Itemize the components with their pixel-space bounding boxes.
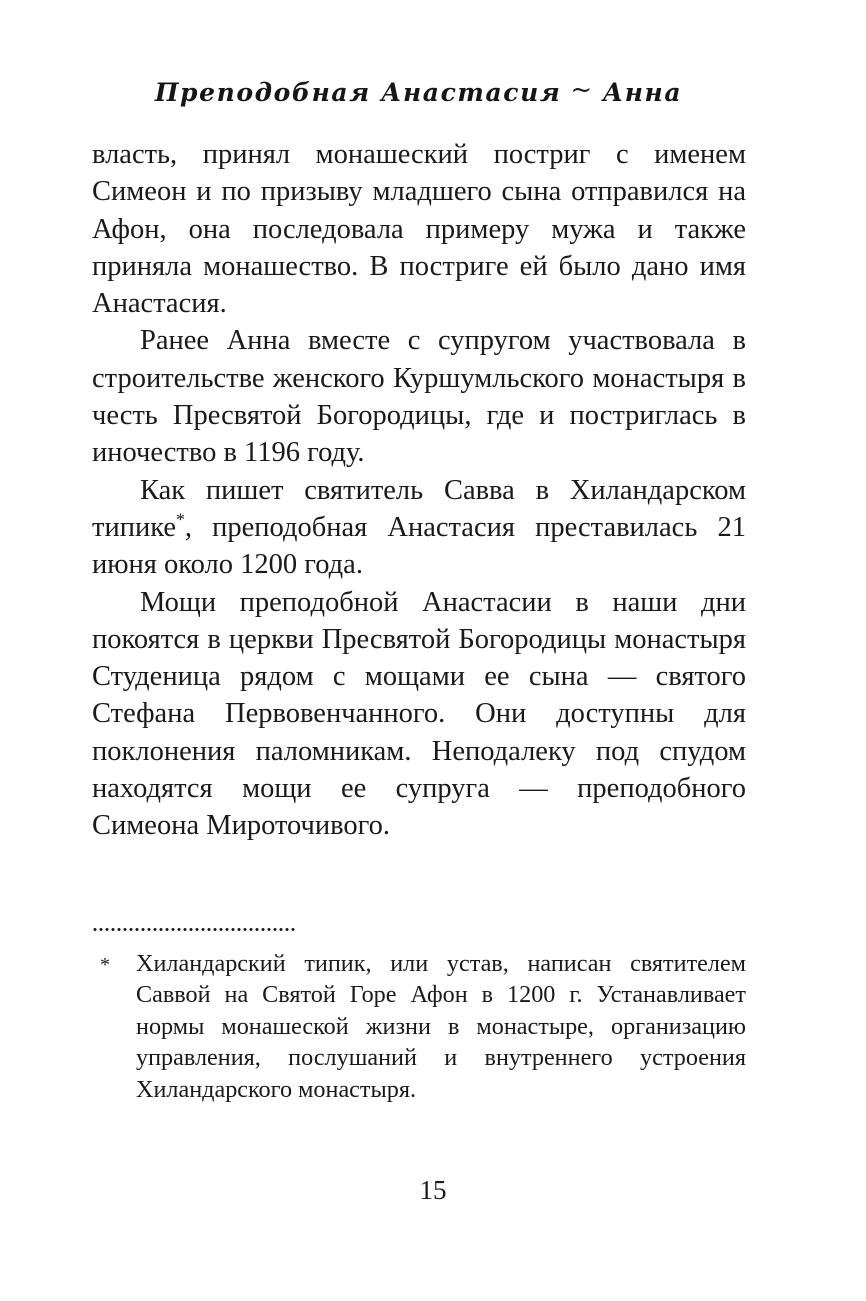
paragraph-3-text-after-footnote: , преподобная Анастасия преставилась 21 июня около 1200 года. [92,511,746,581]
paragraph-3 [92,472,746,584]
tilde-ornament-icon: ~ [570,75,594,105]
footnote-separator-rule [92,928,296,931]
footnote-area [92,928,746,1105]
running-head-left: Преподобная Анастасия [154,78,562,107]
footnote-marker: * [100,954,110,976]
running-head [92,75,745,108]
page-number: 15 [419,1175,447,1205]
footnote-entry [92,948,746,1105]
paragraph-4: Мощи преподобной Анастасии в наши дни покоятся в церкви Пресвятой Богородицы монастыря Студеница рядом с мощами ее сына — святого Стефана Первовенчанного. Они доступны для поклонения паломникам. Неподалеку под спудом находятся мощи ее супруга — преподобного Симеона Мироточивого. [92,586,746,842]
paragraph-2: Ранее Анна вместе с супругом участвовала в строительстве женского Куршумльского монастыря в честь Пресвятой Богородицы, где и постриглась в иночество в 1196 году. [92,325,746,469]
running-head-right: Анна [602,78,683,107]
body-text-block [92,136,746,845]
footnote-text: Хиландарский типик, или устав, написан святителем Саввой на Святой Горе Афон в 1200 г. Устанавливает нормы монашеской жизни в монастыре, организацию управления, послушаний и внутреннего устроения Хиландарского монастыря. [136,950,746,1103]
footnote-reference-marker[interactable]: * [176,509,185,530]
paragraph-3-text-before-footnote: Как пишет святитель Савва в Хиландарском типике [92,474,746,543]
paragraph-1: власть, принял монашеский постриг с именем Симеон и по призыву младшего сына отправился на Афон, она последовала примеру мужа и также приняла монашество. В постриге ей было дано имя Анастасия. [92,139,746,320]
